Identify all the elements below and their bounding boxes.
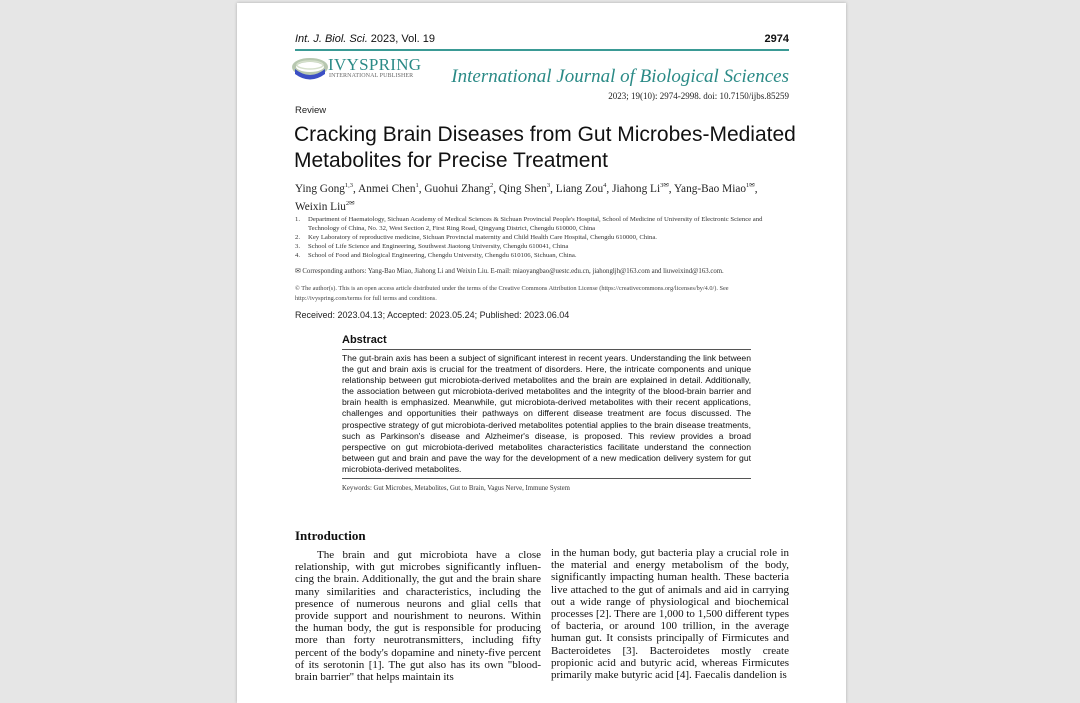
affiliations [295, 215, 795, 260]
introduction-heading: Introduction [295, 528, 366, 543]
affiliation: 1. Department of Haematology, Sichuan Academy of Medical Sciences & Sichuan Provincial People's Hospital, School of Medicine of University of Electronic Science and Technology of China, No. 32, West Section 2, First Ring Road, Qingyang District, Chengdu 610000, China [295, 216, 763, 232]
keywords: Keywords: Gut Microbes, Metabolites, Gut to Brain, Vagus Nerve, Immune System [342, 485, 570, 493]
author[interactable]: Qing Shen$^3$ [498, 182, 551, 195]
abstract-heading: Abstract [342, 334, 751, 350]
journal-title: International Journal of Biological Sciences [451, 66, 789, 87]
body-column-left [295, 549, 541, 683]
author-list: Ying Gong$^{1,3}$, Anmei Chen$^1$, Guohui Zhang$^2$, Qing Shen$^3$, Liang Zou$^4$, Jiahong $Li^{3✉}$, Yang-Bao Miao$^{1✉}$, Weixin Liu$^{2✉}$ [295, 182, 758, 213]
page-number: 2974 [764, 33, 789, 45]
affiliation: 2. Key Laboratory of reproductive medicine, Sichuan Provincial maternity and Child Health Care Hospital, Chengdu 610000, China. [295, 234, 657, 241]
article-type: Review [295, 105, 327, 116]
author[interactable]: Weixin Liu$^{2✉}$ [295, 199, 355, 213]
abstract-section [342, 334, 751, 492]
author[interactable]: Ying Gong$^{1,3}$ [295, 182, 354, 195]
publisher-name: IVYSPRING [328, 55, 422, 74]
running-head [295, 32, 789, 51]
paragraph: in the human body, gut bacteria play a crucial role in the material and energy metabolism of the body, significantly impacting human health. These bacteria live attached to the gut of animals and aid in carrying out a wide range of physiological and biochemical processes [2]. There are 1,000 to 1,500 different types of bacteria, or around 100 trillion, in the average human gut. It consists principally of Firmicutes and Bacteroidetes [3]. Bacteroidetes mostly create propionic acid and butyric acid, whereas Firmicutes primarily make butyric acid [4]. Faecalis dandelion is [551, 547, 789, 682]
affiliation: 3. School of Life Science and Engineering, Southwest Jiaotong University, Chengdu 610041, China [295, 243, 569, 250]
pdf-page [237, 3, 846, 703]
paragraph: The brain and gut microbiota have a close relationship, with gut microbes significantly influen-cing the brain. Additionally, the gut and the brain share many similarities and characteristics, including the presence of numerous neurons and glial cells that provide support and nourishment to neurons. Within the human body, the gut is responsible for producing more than forty neurotransmitters, including fifty percent of the body's dopamine and ninety-five percent of its serotonin [1]. The gut also has its own "blood-brain barrier" that helps maintain its [295, 549, 541, 684]
author[interactable]: Jiahong $Li^{3✉}$ [612, 182, 669, 195]
author[interactable]: Yang-Bao Miao$^{1✉}$ [674, 182, 755, 195]
article-title: Cracking Brain Diseases from Gut Microbes-Mediated Metabolites for Precise Treatment [294, 123, 796, 172]
publisher-subtitle: INTERNATIONAL PUBLISHER [329, 73, 414, 79]
abstract-text: The gut-brain axis has been a subject of significant interest in recent years. Understanding the link between the gut and brain axis is crucial for the treatment of disorders. Here, the intricate components and unique relationship between gut microbiota-derived metabolites and the brain are explained in detail. Additionally, the association between gut microbiota-derived metabolites and the integrity of the blood-brain barrier and brain health is emphasized. Meanwhile, gut microbiota-derived metabolites with their recent applications, challenges and opportunities their pathways on different disease treatment are focus discussed. The prospective strategy of gut microbiota-derived metabolites potential applies to the brain disease treatments, such as Parkinson's disease and Alzheimer's disease, is proposed. This review provides a broad perspective on gut microbiota-derived metabolites characteristics facilitate understand the connection between gut and brain and pave the way for the development of a new medication delivery system for gut microbiota-derived metabolites. [342, 350, 751, 479]
license-notice: © The author(s). This is an open access article distributed under the terms of the Creative Commons Attribution License (https://creativecommons.org/licenses/by/4.0/). See http://ivyspring.com/terms for full terms and conditions. [295, 285, 729, 302]
citation-doi[interactable]: 2023; 19(10): 2974-2998. doi: 10.7150/ijbs.85259 [608, 91, 789, 101]
author[interactable]: Anmei Chen$^1$ [358, 182, 419, 195]
corresponding-authors: ✉ Corresponding authors: Yang-Bao Miao, Jiahong Li and Weixin Liu. E-mail: miaoyangbao@uestc.edu.cn, jiahongljh@163.com and liuweixind@163.com. [295, 268, 724, 275]
ivyspring-ring-logo-icon [292, 55, 328, 83]
author[interactable]: Liang Zou$^4$ [555, 182, 607, 195]
publisher-logo [292, 55, 422, 85]
author[interactable]: Guohui Zhang$^2$ [424, 182, 494, 195]
running-head-journal: Int. J. Biol. Sci. 2023, Vol. 19 [295, 33, 436, 45]
affiliation: 4. School of Food and Biological Engineering, Chengdu University, Chengdu 610106, Sichuan, China. [295, 252, 577, 259]
publication-dates: Received: 2023.04.13; Accepted: 2023.05.24; Published: 2023.06.04 [295, 310, 570, 320]
body-column-right [551, 547, 789, 681]
